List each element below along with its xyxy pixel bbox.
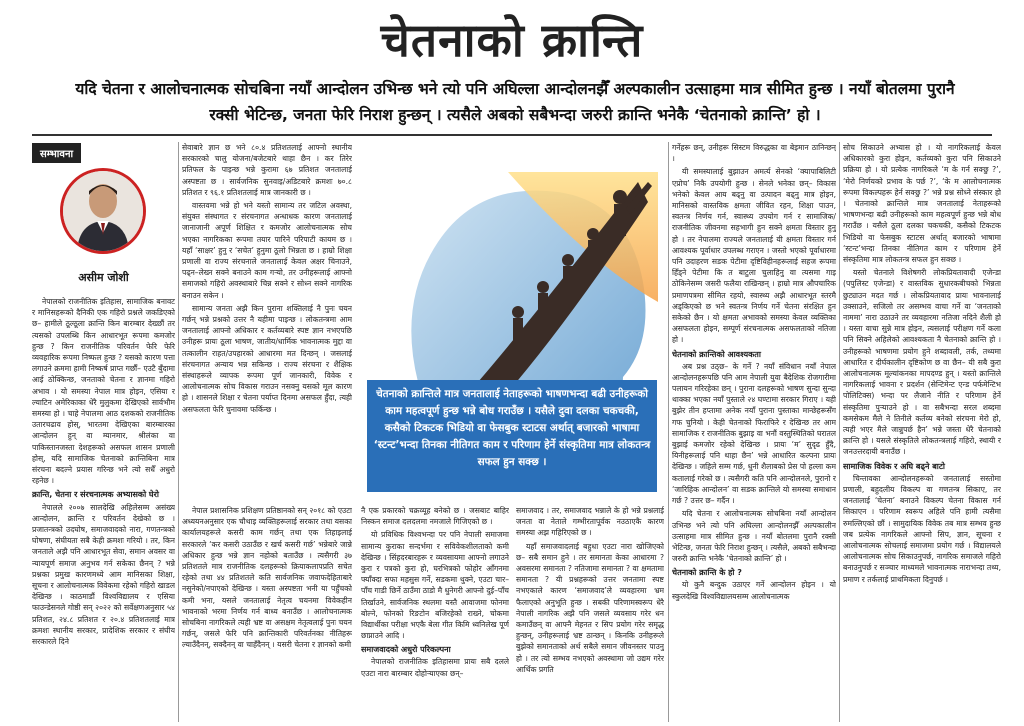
- author-name: असीम जोशी: [78, 271, 129, 284]
- subheading: समाजवादको अधुरो परिकल्पना: [361, 645, 451, 655]
- author-box: [32, 142, 175, 292]
- headline: चेतनाको क्रान्ति: [380, 13, 644, 67]
- column-6: [843, 142, 1001, 720]
- paragraph: सेवाबारे ज्ञान छ भने ८०.४ प्रतिशतलाई आफ्नो स्थानीय सरकारको चालु योजना/बजेटबारे थाहा छैन । कर तिरेर प्रतिफल के पाइन्छ भन्ने कुरामा ६७ प्रतिशत जनतालाई अस्पष्टता छ । सार्वजनिक सुनवाइ/अडिटबारे क्रमशः ७०.८ प्रतिशत र ९६.१ प्रतिशतलाई मात्र जानकारी छ ।: [182, 143, 352, 197]
- divider: [32, 134, 992, 136]
- author-avatar: [60, 168, 146, 254]
- column-rule: [178, 142, 179, 722]
- subheading: सामाजिक विवेक र अघि बढ्ने बाटो: [843, 461, 945, 471]
- subheading: चेतनाको क्रान्ति के हो ?: [672, 568, 742, 578]
- column-rule: [839, 142, 840, 722]
- paragraph: यदि चेतना र आलोचनात्मक सोचबिना नयाँ आन्दोलन उभिन्छ भने त्यो पनि अघिल्ला आन्दोलनझैँ अल्पकालीन उत्साहमा मात्र सीमित हुन्छ । नयाँ बोतलमा पुरानै रक्सी भेटिन्छ, जनता फेरि निराश हुन्छन् । त्यसैले, अबको सबैभन्दा जरुरी क्रान्ति भनेकै ‘चेतनाको क्रान्ति’ हो ।: [672, 509, 836, 564]
- column-3: [361, 505, 509, 720]
- section-tag: सम्भावना: [32, 143, 81, 163]
- paragraph: सोच सिकाउने अभ्यास हो । यो नागरिकलाई केवल अधिकारको कुरा होइन, कर्तव्यको कुरा पनि सिकाउने प्रक्रिया हो । यो प्रत्येक नागरिकले ‘म के गर्न सक्छु ?’, ‘मेरो निर्णयको प्रभाव के पर्छ ?’, ‘के म आलोचनात्मक रूपमा विकल्पहरू हेर्न सक्छु ?’ भन्ने प्रश्न सोध्ने संस्कार हो । चेतनाको क्रान्तिले मात्र जनतालाई नेताहरूको भाषणभन्दा बढी उनीहरूको काम महत्वपूर्ण हुन्छ भन्ने बोध गराउँछ । यसैले ठूला दलका चकचकी, कसैको टिकटक भिडियो वा फेसबुक स्टाटस अर्थात् बजारको भाषामा ‘स्टन्ट’भन्दा तिनका नीतिगत काम र परिणाम हेर्ने संस्कृतिमा मात्र लोकतन्त्र सफल हुन सक्छ ।: [843, 143, 1001, 265]
- paragraph: गर्नेहरू छन्, उनीहरू सिस्टम विरुद्धका वा बेइमान ठानिन्छन् ।: [672, 143, 836, 164]
- column-5: [672, 142, 836, 720]
- column-rule: [668, 142, 669, 722]
- paragraph: नेपालको राजनीतिक इतिहास, सामाजिक बनावट र मानिसहरूको दैनिकी एक गहिरो प्रश्नले जकडिएको छ– हामीले ठूल्ठूला क्रान्ति किन बारम्बार देख्छौं तर त्यसको उपलब्धि किन आधारभूत रूपमा कमजोर हुन्छ ? किन राजनीतिक परिवर्तन फेरि फेरि व्यवहारिक रूपमा निष्फल हुन्छ ? यसको कारण पत्ता लगाउने क्रममा हामी निष्कर्ष प्राप्त गर्छौं– एउटै बुँदामा आई ठोक्किन्छ, जनताको चेतना र ज्ञानमा गहिरो अभाव । यो समस्या नेपाल मात्र होइन, एसिया र ल्याटिन अमेरिकाका धेरै मुलुकमा देखिएको सार्वभौम समस्या हो । चाहे नेपालमा आठ दशकको राजनीतिक उतारचढाव होस्, भारतमा देखिएका बारम्बारका आन्दोलन हुन् वा म्यानमार, श्रीलंका वा पाकिस्तानजस्ता देशहरूको असफल शासन प्रणाली होस्, यदि सामाजिक चेतनाको क्रान्तिबिना मात्र संरचना बदल्ने प्रयास गरिन्छ भने त्यो सधैँ अधुरो रहनेछ ।: [32, 297, 175, 486]
- paragraph: वास्तवमा भन्ने हो भने यस्तो सामान्य तर जटिल अवस्था, संयुक्त संस्थागत र संरचनागत अन्धाधक कारण जनतालाई जानाजानी अपूर्ण शिक्षित र कमजोर आलोचनात्मक सोच भएका नागरिकका रूपमा तयार पारिने परिपाटी कायम छ । यहाँ ‘साक्षर’ हुनु र ‘सचेत’ हुनुमा ठूलो भिन्नता छ । हाम्रो शिक्षा प्रणाली वा राज्य संरचनाले जनतालाई केवल अक्षर चिनाउने, पढ्न–लेख्न सक्ने बनाउने काम गऱ्यो, तर उनीहरूलाई आफ्नो समाजको गहिरो अवस्थाबारे चिन्न सक्ने र सोध्न सक्ने नागरिक बनाउन सकेन ।: [182, 201, 352, 300]
- image-caption: चेतनाको क्रान्तिले मात्र जनतालाई नेताहरूको भाषणभन्दा बढी उनीहरूको काम महत्वपूर्ण हुन्छ भन्ने बोध गराउँछ । यसैले दुवा दलका चकचकी, कसैको टिकटक भिडियो वा फेसबुक स्टाटस अर्थात् बजारको भाषामा ‘स्टन्ट’भन्दा तिनका नीतिगत काम र परिणाम हेर्ने संस्कृतिमा मात्र लोकतन्त्र सफल हुन सक्छ ।: [367, 380, 657, 492]
- column-2-lower: [182, 505, 352, 720]
- column-2: [182, 142, 352, 500]
- paragraph: समाजवाद । तर, समाजवाद भन्नाले के हो भन्ने प्रश्नलाई जनता वा नेताले गम्भीरतापूर्वक नउठाएकै कारण समस्या अझ गहिरिएको छ ।: [516, 506, 664, 538]
- paragraph: चिन्तावका आन्दोलनहरूको जनतालाई सस्तोमा प्रणाली, बहुदलीय विकल्प वा गणतन्त्र सिकाए, तर जनतालाई ‘चेतना’ बनाउने विकल्प चेतना विकास गर्न सिकाएन । परिणाम स्वरूप अहिले पनि हामी त्यसैमा रुमल्लिएको छौं । सामुदायिक विवेक तब मात्र सम्भव हुन्छ जब प्रत्येक नागरिकले आफ्नो सिप, ज्ञान, सूचना र आलोचनात्मक सोचलाई समाजमा प्रयोग गर्छ । विद्यालयले आलोचनात्मक सोच सिकाउनुपर्छ, नागरिक समाजले गहिरो बनाउनुपर्छ र सञ्चार माध्यमले भावनात्मक नाराभन्दा तथ्य, प्रमाण र तर्कलाई प्राथमिकता दिनुपर्छ ।: [843, 473, 1001, 584]
- paragraph: नेपालको राजनीतिक इतिहासमा प्रायः सबै दलले एउटा नारा बारम्बार दोहोऱ्याएका छन्–: [361, 657, 509, 678]
- paragraph: यी समस्यालाई बुझाउन अमर्त्य सेनको ‘क्यापाबिलिटी एप्रोच’ निकै उपयोगी हुन्छ । सेनले भनेका छन्– विकास भनेको केवल आय बढ्नु वा उत्पादन बढ्नु मात्र होइन, मानिसको वास्तविक क्षमता जीवित रहन, शिक्षा पाउन, स्वतन्त्र निर्णय गर्न, स्वास्थ्य उपयोग गर्न र सामाजिक/राजनीतिक जीवनमा सहभागी हुन सक्ने क्षमता विस्तार हुनु हो । तर नेपालमा राज्यले जनतालाई यी क्षमता विस्तार गर्न आवश्यक पूर्वाधार उपलब्ध गराएन । जस्तो भएको पूर्वाधारमा पनि उदाहरण सडक पेटीमा दृष्टिविहीनहरूलाई सहज रूपमा हिँड्ने पेटीमा कि त बाटुला चुलाहिनु वा त्यसमा गाइ ठोकिनेसम्म जसरी फलैया राखिन्छन् । हाम्रो मात्र औपचारिक प्रमाणपत्रमा सीमित रहयो, स्वास्थ्य अझै आधारभूत स्तरमै अड्किएको छ भने स्वतन्त्र निर्णय गर्ने चेतना संरक्षित हुन सकेको छैन । यो क्षमता अभावको समस्या केवल व्यक्तिका असफलता होइन, सम्पूर्ण संरचनात्मक असफलताको नतिजा हो ।: [672, 167, 836, 345]
- paragraph: यहाँ समाजवादलाई बहुधा एउटा नारा खोजिएको छ– सबै समान हुने । तर समानता केका आधारमा ? अवसरमा समानता ? नतिजामा समानता ? वा क्षमतामा समानता ? यी प्रश्नहरूको उत्तर जनतामा स्पष्ट नभएकाले कारण ‘समाजवाद’ले व्यवहारमा भ्रम फैलाएको अनुभूति हुन्छ । सबकी परिणामस्वरूप धेरै नेपाली नागरिक अझै पनि जसले व्यवसाय गरेर धन कमाउँछन् वा आफ्नै मेहनत र सिप प्रयोग गरेर समृद्ध हुन्छन्, उनीहरूलाई भ्रष्ट ठान्छन् । किनकि उनीहरूले बुझेको समानताको अर्थ सबैले समान जीवनस्तर पाउनु हो । तर त्यो सम्भव नभएको अवस्थामा जो उद्यम गरेर आर्थिक प्रगति: [516, 541, 664, 674]
- paragraph: नै एक प्रकारको चक्रव्यूह बनेको छ । जसबाट बाहिर निस्कन समाज दलदलमा नमजाले गिजिएको छ ।: [361, 506, 509, 527]
- paragraph: यो प्रविधिक विश्वभन्दा पर पनि नेपाली समाजमा सामान्य कुराका सन्दर्भमा र सविवेकशीलताको कमी देखिन्छ । सिंहदरबारहरू र व्यवसायमा आफ्नो लगाउने कुरा र पत्रको कुरा हो, घरभित्रको फोहोर आँगनमा फ्याँक्दा सफा महसुस गर्ने, सडकमा थुक्ने, एउटा चार–पाँच गाडी छिर्ने ठाउँमा ठाडो मै धुनेगरी आफ्नो दुई–पाँच तिर्खाउने, सार्वजनिक स्थलमा यस्तै आवाजमा फोनमा बोल्ने, फोनको रिङटोन बजिरहेको राख्ने, चोकमा विद्यार्थीका परीक्षा भएकै बेला गीत किमि ध्वनिलेख पूर्ण छाप्नाउने आदि ।: [361, 530, 509, 641]
- subheading: चेतनाको क्रान्तिको आवश्यकता: [672, 349, 761, 359]
- author-portrait-icon: [63, 171, 143, 251]
- paragraph: सामान्य जनता अझै किन पुराना शक्तिलाई नै पुनः चयन गर्छन् भन्ने प्रश्नको उत्तर नै यहीमा पाइन्छ । लोकतन्त्रमा आम जनतालाई आफ्नो अधिकार र कर्तव्यबारे स्पष्ट ज्ञान नभएपछि उनीहरू प्रायः ठूला भाषण, जातीय/धार्मिक भावनात्मक मुद्दा वा तत्कालीन राहत/उपहारको आधारमा मत दिन्छन् । जसलाई संरचनागत अन्याय भन्न सकिन्छ । राज्य संरचना र शैक्षिक संस्थाहरूले व्यापक रूपमा पूर्ण जानकारी, विवेक र आलोचनात्मक सोच विकास गराउन नसक्नु यसको मूल कारण हो । शासनले शिक्षा र चेतना पर्याप्त दिनमा असफल हुँदा, त्यही असफलता फेरि चुनावमा फर्किन्छ ।: [182, 303, 352, 414]
- paragraph: यो कुनै बन्दुक उठाएर गर्ने आन्दोलन होइन । यो स्कुलदेखि विश्वविद्यालयसम्म आलोचनात्मक: [672, 580, 836, 601]
- paragraph: नेपाल प्रशासनिक प्रशिक्षण प्रतिष्ठानको सन् २०१८ को एउटा अध्ययनअनुसार एक चौथाइ व्यक्तिहरूलाई सरकार तथा यसका कार्यालयहरूले कसरी काम गर्छन् तथा एक तिहाइलाई सरकारले ‘कर कसरी उठाउँछ र खर्च कसरी गर्छ’ भन्नेबारे जान्ने अधिकार हुन्छ भन्ने ज्ञान नहोको बताउँछ । त्यसैगरी ३७ प्रतिशतले मात्र राजनीतिक दलहरूको क्रियाकलापप्रति सचेत रहेको तथा ४४ प्रतिशतले कति सार्वजनिक जवाफदेहिताबारे नसुनेको/नपाएको देखिन्छ । यस्ता अस्पष्टता भनी या पहुँचको कमी भना, यसले जनतालाई नेतृत्व चयनमा विवेकहीन भावनाको भरमा निर्णय गर्न बाध्य बनाउँछ । आलोचनात्मक सोचबिना नागरिकले त्यही भ्रष्ट वा असक्षम नेतृत्वलाई पुनः चयन गर्छन्, जसले फेरि पनि क्रान्तिकारी परिवर्तनका नीतिहरू ल्याउँदैनन्, सक्दैनन् वा चाहँदैनन् । यसरी चेतना र ज्ञानको कमी: [182, 506, 352, 650]
- column-1: [32, 296, 175, 721]
- deck-intro: यदि चेतना र आलोचनात्मक सोचबिना नयाँ आन्दोलन उभिन्छ भने त्यो पनि अघिल्ला आन्दोलनझैँ अल्पकालीन उत्साहमा मात्र सीमित हुन्छ । नयाँ बोतलमा पुरानै रक्सी भेटिन्छ, जनता फेरि निराश हुन्छन् । त्यसैले अबको सबैभन्दा जरुरी क्रान्ति भनेकै ‘चेतनाको क्रान्ति’ हो ।: [75, 80, 955, 124]
- subheading: क्रान्ति, चेतना र संरचनात्मक अभ्यासको घेरो: [32, 490, 159, 500]
- paragraph: नेपालले २००७ सालदेखि अहिलेसम्म असंख्य आन्दोलन, क्रान्ति र परिवर्तन देखेको छ । प्रजातन्त्रको उदघोष, समाजवादको नारा, गणतन्त्रको घोषणा, संघीयता सबै केही क्रमशः गरियो । तर, किन जनताले अझै पनि आधारभूत सेवा, समान अवसर वा न्यायपूर्ण समाज अनुभव गर्न सकेका छैनन् ? भन्ने प्रश्नका प्रमुख कारणमध्ये आम मानिसका शिक्षा, सूचना र आलोचनात्मक विवेकमा रहेको गहिरो खाडल देखिन्छ । काठमाडौं विश्वविद्यालय र एसिया फाउन्डेसनले गोष्ठी सन् २०२२ को सर्वेक्षणअनुसार ५४ प्रतिशत, २४.८ प्रतिशत र २०.४ प्रतिशतलाई मात्र क्रमशः स्थानीय सरकार, प्रादेशिक सरकार र संघीय सरकारले दिने: [32, 502, 175, 647]
- paragraph: यस्तो चेतनाले विशेषगरी लोकप्रियतावादी एजेन्डा (पपुलिस्ट एजेन्डा) र वास्तविक सुधारकबीचको भिन्नता छुट्याउन मदत गर्छ । लोकप्रियतावाद प्रायः भावनालाई उक्साउने, सजिलो तर असम्भव वाचा गर्ने वा ‘जनताको नाममा’ नारा उठाउने तर व्यवहारमा नतिजा नदिने शैली हो । यस्ता वाचा सुन्ने मात्र होइन, त्यसलाई परीक्षण गर्ने कला पनि सिक्ने अहिलेको आवश्यकता नै चेतनाको क्रान्ति हो । उनीहरूको भाषणमा प्रयोग हुने शब्दावली, तर्क, तथ्यमा आधारित र दीर्घकालीन दृष्टिकोण छ वा छैन– यी सबै कुरा आलोचनात्मक मूल्यांकनका मापदण्ड हुन् । यस्तो क्रान्तिले नागरिकलाई भावना र प्रदर्शन (सेन्टिमेन्ट एन्ड पर्फमेन्टिभ पोलिटिक्स) भन्दा पर लैजाने नीति र परिणाम हेर्ने संस्कृतिमा पुऱ्याउने हो । वा सबैभन्दा सरल शब्दमा कमसेकम मैले ने तिनीले कर्तव्य बनेको संरचना मेरो हो, त्यही भएर मैले जान्नुपर्छ हैन’ भन्ने जस्ता धेरै चेतनाको क्रान्ति हो । यसले संस्कृतिले लोकतन्त्रलाई गहिरो, स्थायी र जनउत्तरदायी बनाउँछ ।: [843, 268, 1001, 457]
- paragraph: अब प्रश्न उठ्छ– के गर्ने ? नयाँ संविधान नयाँ नेपाल आन्दोलनहरूपछि पनि आम नेपाली युवा बैदेशिक रोजगारीमा पलायन गरिरहेका छन् । पुराना दलहरूको भाषण सुन्दा सुन्दा थाक्का भएका नयाँ पुस्ताले २४ घण्टामा सरकार गिराए । यही बुझेर तीन हप्तामा अनेक नयाँ पुराना पुस्ताका मान्छेहरूसँग गफ चुनियो । केही चेतनाको फिराफिरे र देखिन्छ तर आम सामाजिक र राजनीतिक बुझाइ वा भनौं वस्तुस्थितिको घरातल बुझाई कमजोर रहेको देखिन्छ । प्रायः ‘म’ सुदृढ हुँदै, यिनीहरूलाई पनि थाहा छैन’ भन्ने आधारित कल्पना प्रायः देखिन्छ । जहिले सम्म गर्छ, धुनी शैलाबको प्रेस पो हल्ला कम कतालाई गरेको छ । त्यसैगरी कति पनि आन्दोलनले, पुरानो र ‘जारिहिक आन्दोलन’ वा सडक क्रान्तिले यो समस्या समाधान गर्छ ? उत्तर छ– गर्दैन ।: [672, 361, 836, 506]
- column-4: [516, 505, 664, 720]
